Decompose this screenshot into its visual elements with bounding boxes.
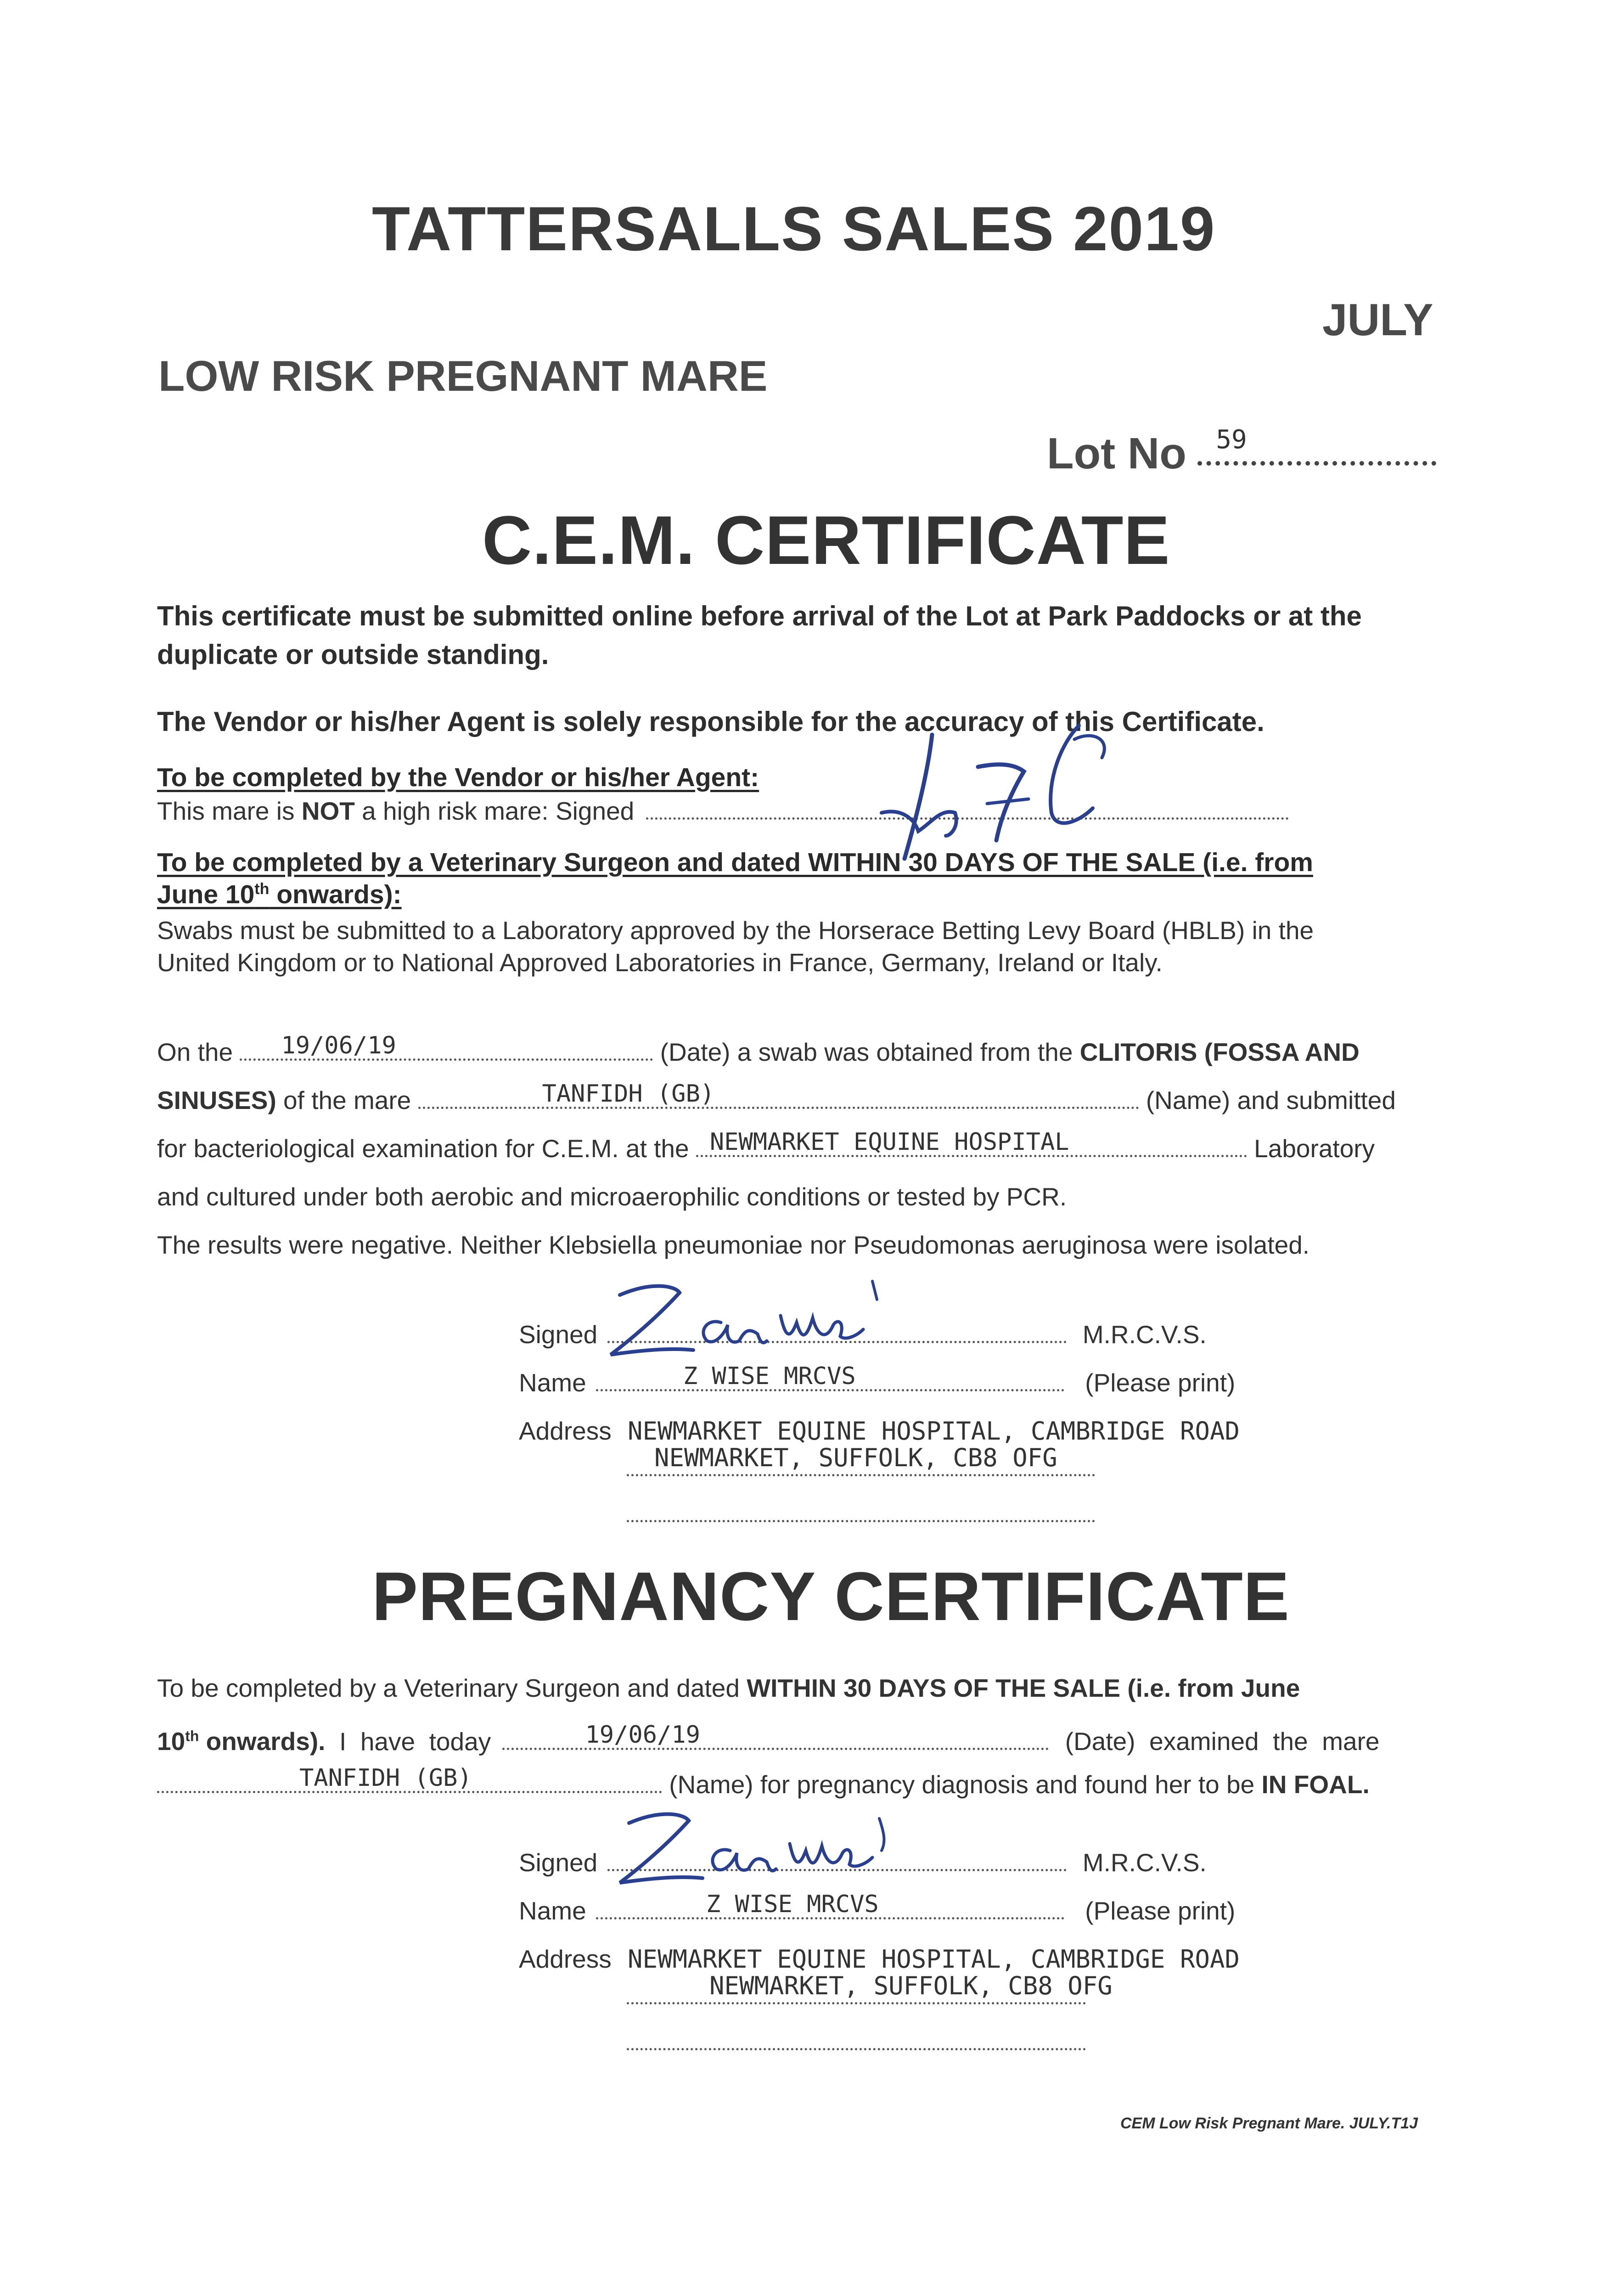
cem-certificate-title: C.E.M. CERTIFICATE	[482, 501, 1170, 579]
vendor-heading: To be completed by the Vendor or his/her Agent:	[157, 763, 759, 792]
lot-number	[1047, 427, 1436, 479]
cem-line-culture: and cultured under both aerobic and microaerophilic conditions or tested by PCR.	[157, 1182, 1067, 1211]
cem-name-row: Name Z WISE MRCVS (Please print)	[519, 1366, 1235, 1399]
vendor-declaration: This mare is NOT a high risk mare: Signed	[157, 794, 1289, 827]
pregnancy-certificate-title: PREGNANCY CERTIFICATE	[372, 1558, 1290, 1635]
cem-address-line-1: NEWMARKET EQUINE HOSPITAL, CAMBRIDGE ROAD	[628, 1417, 1240, 1446]
pregnancy-address-line-3	[627, 2039, 1086, 2053]
cem-address-line-2-row	[627, 1443, 1095, 1479]
pregnancy-line-3: TANFIDH (GB) (Name) for pregnancy diagnosis and found her to be IN FOAL.	[157, 1768, 1370, 1801]
cem-address-row: Address NEWMARKET EQUINE HOSPITAL, CAMBRIDGE ROAD	[519, 1417, 1240, 1446]
pregnancy-address-line-1: NEWMARKET EQUINE HOSPITAL, CAMBRIDGE ROAD	[628, 1945, 1240, 1974]
swab-date: 19/06/19	[281, 1032, 396, 1059]
responsibility-statement: The Vendor or his/her Agent is solely responsible for the accuracy of this Certificate.	[157, 706, 1264, 737]
lot-value: 59	[1216, 425, 1247, 455]
pregnancy-exam-date: 19/06/19	[585, 1721, 700, 1749]
pregnancy-signed-row: Signed M.R.C.V.S.	[519, 1846, 1207, 1879]
vet-heading: To be completed by a Veterinary Surgeon and dated WITHIN 30 DAYS OF THE SALE (i.e. from	[157, 848, 1313, 877]
cem-vet-signature	[601, 1272, 886, 1366]
cem-address-line-3	[627, 1511, 1095, 1525]
swabs-line-1: Swabs must be submitted to a Laboratory approved by the Horserace Betting Levy Board (HBLB) in the	[157, 916, 1314, 945]
cem-address-line-2: NEWMARKET, SUFFOLK, CB8 OFG	[654, 1443, 1057, 1472]
cem-line-mare: SINUSES) of the mare TANFIDH (GB) (Name) and submitted	[157, 1084, 1396, 1117]
pregnancy-mare-name: TANFIDH (GB)	[299, 1764, 472, 1792]
pregnancy-address-line-2-row	[627, 1971, 1113, 2007]
pregnancy-vet-name: Z WISE MRCVS	[706, 1891, 879, 1918]
lot-label: Lot No	[1047, 429, 1186, 478]
cem-line-results: The results were negative. Neither Klebsiella pneumoniae nor Pseudomonas aeruginosa were isolated.	[157, 1231, 1310, 1259]
submission-notice: This certificate must be submitted online before arrival of the Lot at Park Paddocks or at the duplicate or outside standing.	[157, 601, 1362, 670]
document-subtitle: LOW RISK PREGNANT MARE	[158, 352, 768, 400]
sale-month: JULY	[1322, 294, 1433, 345]
cem-vet-name: Z WISE MRCVS	[683, 1362, 856, 1390]
form-reference: CEM Low Risk Pregnant Mare. JULY.T1J	[1120, 2115, 1418, 2132]
pregnancy-address-line-2: NEWMARKET, SUFFOLK, CB8 OFG	[709, 1971, 1113, 2000]
cem-mare-name: TANFIDH (GB)	[542, 1080, 715, 1108]
pregnancy-line-2: 10th onwards). I have today 19/06/19 (Date) examined the mare	[157, 1720, 1380, 1758]
pregnancy-address-row: Address NEWMARKET EQUINE HOSPITAL, CAMBRIDGE ROAD	[519, 1945, 1240, 1974]
swabs-line-2: United Kingdom or to National Approved Laboratories in France, Germany, Ireland or Italy.	[157, 948, 1163, 977]
pregnancy-vet-signature	[611, 1800, 895, 1894]
cem-signed-row: Signed M.R.C.V.S.	[519, 1318, 1207, 1351]
pregnancy-name-row: Name Z WISE MRCVS (Please print)	[519, 1894, 1235, 1927]
pregnancy-line-1: To be completed by a Veterinary Surgeon and dated WITHIN 30 DAYS OF THE SALE (i.e. from June	[157, 1674, 1300, 1702]
document-title: TATTERSALLS SALES 2019	[372, 194, 1216, 264]
laboratory-name: NEWMARKET EQUINE HOSPITAL	[709, 1128, 1069, 1156]
cem-line-date: On the 19/06/19 (Date) a swab was obtained from the CLITORIS (FOSSA AND	[157, 1035, 1360, 1069]
cem-line-lab: for bacteriological examination for C.E.M. at the NEWMARKET EQUINE HOSPITAL Laboratory	[157, 1132, 1375, 1165]
vet-heading-continued: June 10th onwards):	[157, 880, 402, 909]
